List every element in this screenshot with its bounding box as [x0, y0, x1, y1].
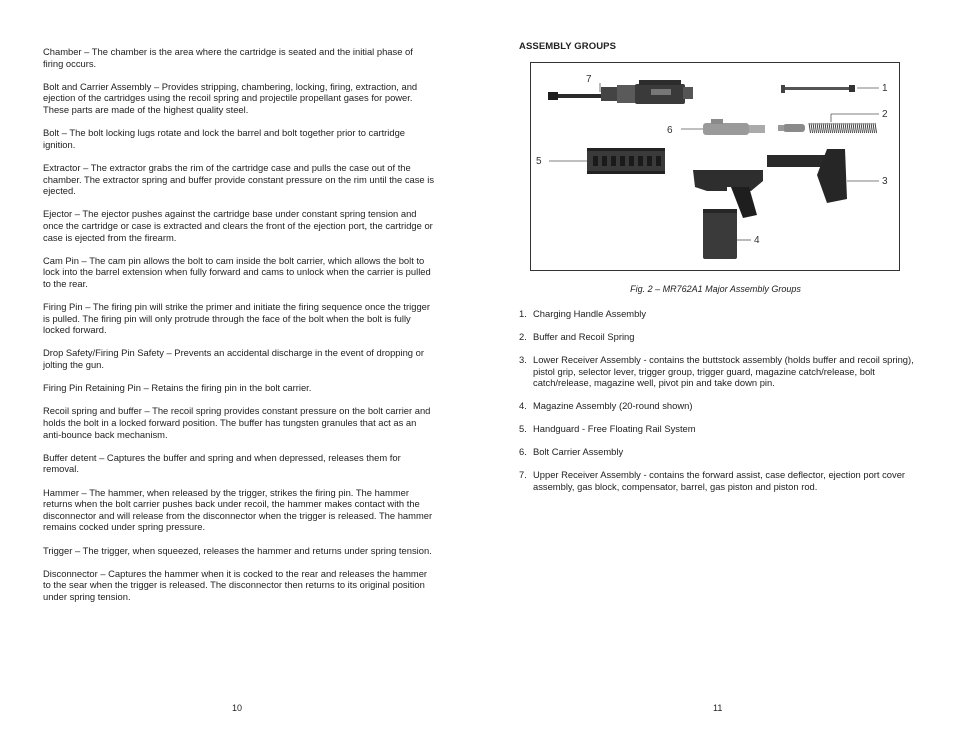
callout-1: 1: [882, 83, 888, 94]
definition-item: Chamber – The chamber is the area where the cartridge is seated and the initial phase of firing occurs.: [43, 46, 413, 69]
callout-5: 5: [536, 156, 542, 167]
item-number: 3.: [519, 353, 527, 365]
callout-4: 4: [754, 235, 760, 246]
definition-item: Hammer – The hammer, when released by the trigger, strikes the firing pin. The hammer returns when the bolt carrier pushes back under recoil, the hammer makes contact with the disconnector and will release from the disconnector when the trigger is released. The hammer remains cocked under spring pressure.: [43, 486, 433, 533]
item-text: Handguard - Free Floating Rail System: [533, 423, 696, 435]
callout-6: 6: [667, 125, 673, 136]
item-number: 2.: [519, 330, 527, 342]
list-item: [519, 469, 919, 492]
list-item: [519, 400, 919, 412]
definition-item: Drop Safety/Firing Pin Safety – Prevents an accidental discharge in the event of dropping or jolting the gun.: [43, 347, 424, 371]
charging-handle-illustration: [781, 85, 879, 93]
list-item: [519, 331, 919, 343]
callout-2: 2: [882, 109, 888, 120]
assembly-illustration: [531, 63, 899, 270]
assembly-groups-list: [519, 308, 919, 504]
item-text: Magazine Assembly (20-round shown): [533, 400, 693, 412]
section-heading: ASSEMBLY GROUPS: [519, 41, 617, 52]
definition-item: Trigger – The trigger, when squeezed, releases the hammer and returns under spring tension.: [43, 544, 432, 556]
buffer-spring-illustration: [778, 114, 879, 133]
lower-receiver-illustration: [693, 149, 879, 218]
item-number: 5.: [519, 423, 527, 435]
definition-item: Recoil spring and buffer – The recoil spring provides constant pressure on the bolt carrier and holds the bolt in a locked forward position. The buffer has tungsten granules that act as an anti-bounce back mechanism.: [43, 405, 431, 440]
item-number: 6.: [519, 446, 527, 458]
definition-item: Firing Pin Retaining Pin – Retains the firing pin in the bolt carrier.: [43, 382, 312, 394]
definition-item: Ejector – The ejector pushes against the cartridge base under constant spring tension and once the cartridge or case is extracted and clears the front of the ejection port, the cartridge or case is ejected from the firearm.: [43, 208, 433, 243]
list-item: [519, 308, 919, 320]
definition-item: Bolt – The bolt locking lugs rotate and lock the barrel and bolt together prior to cartridge ignition.: [43, 127, 406, 150]
page-number-left: 10: [232, 703, 243, 713]
page-number-right: 11: [713, 703, 723, 713]
definition-item: Cam Pin – The cam pin allows the bolt to cam inside the bolt carrier, which allows the bolt to lock into the barrel extension when fully forward and cams to unlock when the carrier is pulled to the rear.: [43, 254, 431, 289]
right-page: [477, 0, 954, 738]
list-item: [519, 446, 919, 458]
definition-item: Buffer detent – Captures the buffer and spring and when depressed, releases them for removal.: [43, 451, 401, 475]
handguard-illustration: [549, 148, 665, 174]
definitions-list: [43, 46, 435, 614]
item-number: 7.: [519, 469, 527, 481]
callout-3: 3: [882, 176, 888, 187]
callout-7: 7: [586, 74, 592, 85]
definition-item: Extractor – The extractor grabs the rim of the cartridge case and pulls the case out of the chamber. The extractor spring and buffer provide constant pressure on the rim until the case is ejected.: [43, 161, 435, 197]
assembly-figure: [530, 62, 900, 271]
item-text: Bolt Carrier Assembly: [533, 446, 624, 458]
item-number: 1.: [519, 308, 527, 319]
definition-item: Bolt and Carrier Assembly – Provides stripping, chambering, locking, firing, extraction, and ejection of the cartridges using the recoil spring and projectile propellant gases for power. These parts are made of the highest quality steel.: [43, 80, 418, 115]
definition-item: Disconnector – Captures the hammer when it is cocked to the rear and releases the hammer to the sear when the trigger is released. The disconnector then returns to its original position under spring tension.: [43, 567, 428, 602]
item-text: Charging Handle Assembly: [533, 308, 647, 319]
list-item: [519, 354, 919, 389]
item-text: Upper Receiver Assembly - contains the forward assist, case deflector, ejection port cover assembly, gas block, compensator, barrel, gas piston and piston rod.: [533, 469, 906, 492]
upper-receiver-illustration: [548, 80, 693, 104]
definition-item: Firing Pin – The firing pin will strike the primer and initiate the firing sequence once the trigger is pulled. The firing pin will only protrude through the face of the bolt when the bolt is fully locked forward.: [43, 301, 431, 336]
figure-caption: Fig. 2 – MR762A1 Major Assembly Groups: [630, 284, 801, 294]
item-text: Lower Receiver Assembly - contains the buttstock assembly (holds buffer and recoil spring), pistol grip, selector lever, trigger group, trigger guard, magazine catch/release, bolt catch/release, magazine well, pivot pin and take down pin.: [533, 353, 914, 389]
bolt-carrier-illustration: [681, 119, 765, 135]
item-text: Buffer and Recoil Spring: [533, 330, 635, 342]
list-item: [519, 423, 919, 435]
item-number: 4.: [519, 400, 527, 412]
